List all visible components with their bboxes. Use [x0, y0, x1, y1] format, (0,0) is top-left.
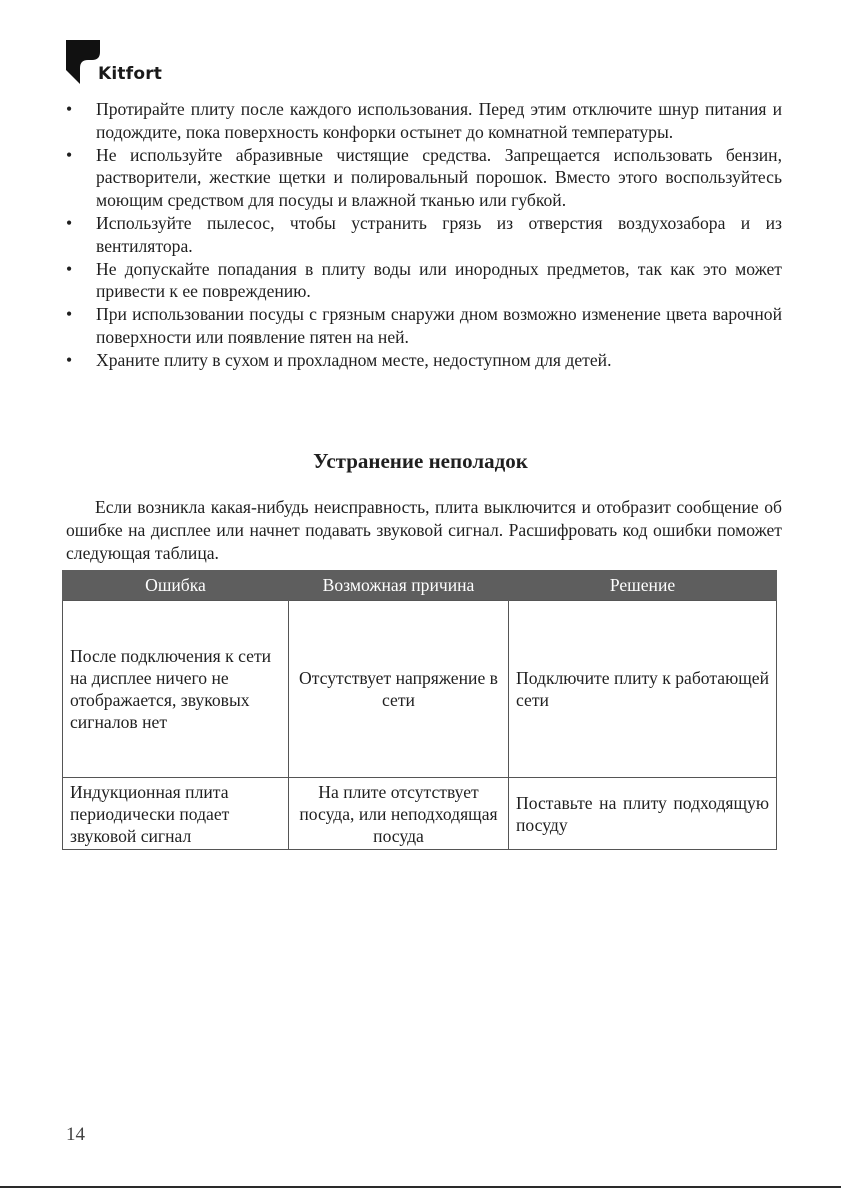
- list-item-text: Протирайте плиту после каждого использования. Перед этим отключите шнур питания и подождите, пока поверхность конфорки остынет до комнатной температуры.: [96, 99, 782, 142]
- care-instructions-list: [66, 98, 782, 372]
- intro-paragraph: Если возникла какая-нибудь неисправность, плита выключится и отобразит сообщение об ошибке на дисплее или начнет подавать звуковой сигнал. Расшифровать код ошибки поможет следующая таблица.: [66, 497, 782, 563]
- list-item-text: Храните плиту в сухом и прохладном месте, недоступном для детей.: [96, 349, 612, 370]
- cell-error: После подключения к сети на дисплее ничего не отображается, звуковых сигналов нет: [63, 601, 289, 778]
- cell-cause: Отсутствует напряжение в сети: [289, 601, 509, 778]
- list-item: [66, 144, 782, 212]
- cell-solution: Поставьте на плиту подходящую посуду: [509, 778, 777, 850]
- kitfort-logo-icon: [66, 40, 102, 84]
- table-row: [63, 601, 777, 778]
- list-item: [66, 258, 782, 304]
- kitfort-logo: [66, 40, 166, 88]
- page-number: 14: [66, 1124, 85, 1145]
- header-cause: Возможная причина: [289, 570, 509, 601]
- list-item: [66, 212, 782, 258]
- list-item-text: Не используйте абразивные чистящие средства. Запрещается использовать бензин, растворители, жесткие щетки и полировальный порошок. Вместо этого воспользуйтесь моющим средством для посуды и влажной тканью или губкой.: [96, 144, 782, 211]
- list-item: [66, 303, 782, 349]
- header-solution: Решение: [509, 570, 777, 601]
- bullet-marker: •: [66, 349, 73, 370]
- list-item: [66, 349, 782, 372]
- brand-name: Kitfort: [98, 64, 163, 84]
- list-item-text: Не допускайте попадания в плиту воды или инородных предметов, так как это может привести к ее повреждению.: [96, 258, 782, 302]
- table-header-row: [63, 570, 777, 601]
- bullet-marker: •: [66, 144, 73, 165]
- list-item: [66, 98, 782, 144]
- list-item-text: При использовании посуды с грязным снаружи дном возможно изменение цвета варочной поверхности или появление пятен на ней.: [96, 304, 782, 347]
- section-title: Устранение неполадок: [313, 449, 528, 473]
- table-row: [63, 778, 777, 850]
- bullet-marker: •: [66, 212, 73, 233]
- bullet-marker: •: [66, 304, 73, 325]
- troubleshooting-table: [62, 570, 777, 850]
- cell-cause: На плите отсутствует посуда, или неподходящая посуда: [289, 778, 509, 850]
- list-item-text: Используйте пылесос, чтобы устранить грязь из отверстия воздухозабора и из вентилятора.: [96, 212, 782, 256]
- bullet-marker: •: [66, 99, 73, 119]
- cell-solution: Подключите плиту к работающей сети: [509, 601, 777, 778]
- cell-error: Индукционная плита периодически подает звуковой сигнал: [63, 778, 289, 850]
- header-error: Ошибка: [63, 570, 289, 601]
- bullet-marker: •: [66, 258, 73, 279]
